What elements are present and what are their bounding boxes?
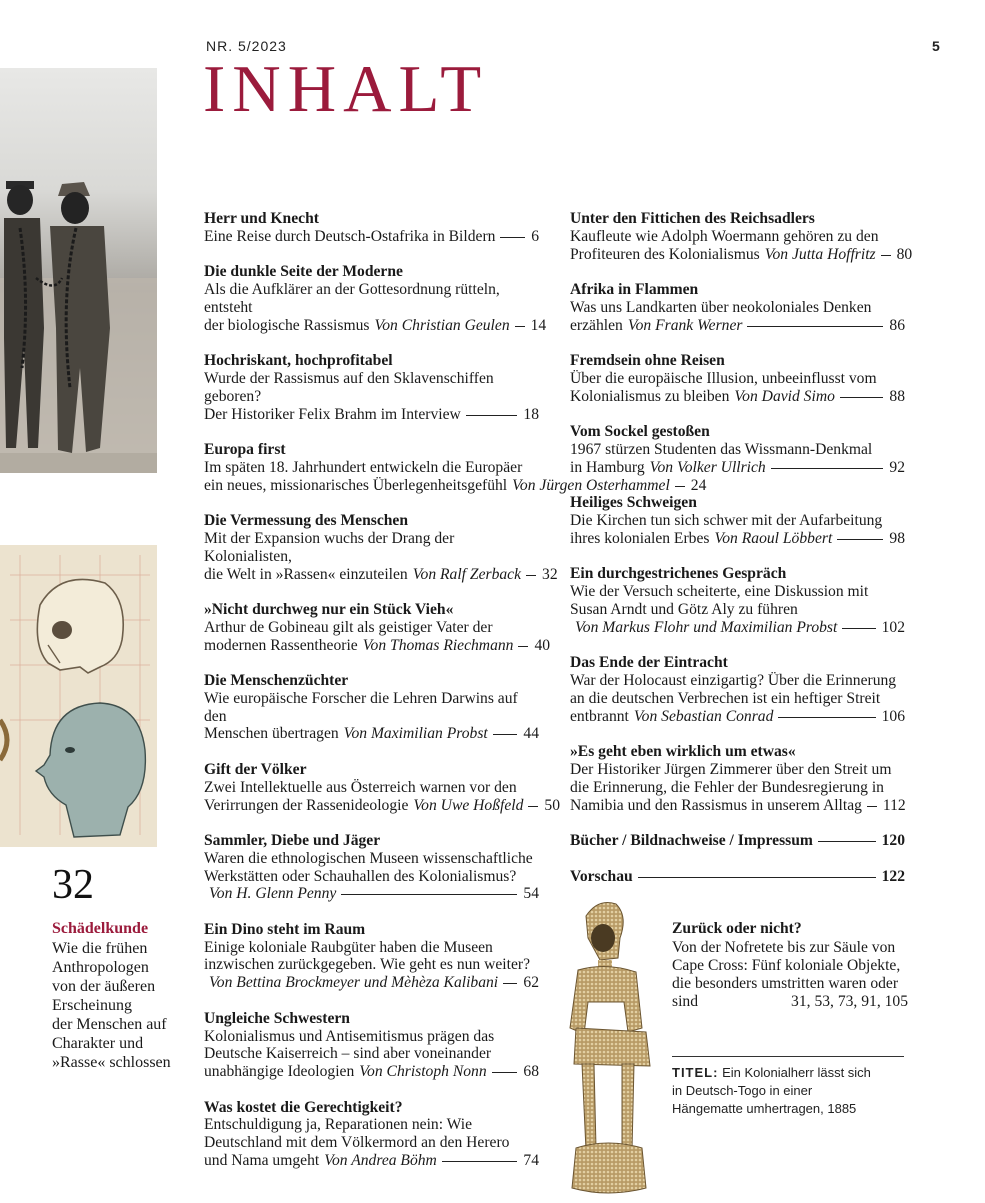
toc-entry-line: Arthur de Gobineau gilt als geistiger Vater der <box>204 618 493 636</box>
toc-entry-author: Von Ralf Zerback <box>412 565 522 583</box>
toc-entry-line: Der Historiker Jürgen Zimmerer über den Streit um <box>570 760 892 778</box>
toc-entry-text: erzählen <box>570 316 623 334</box>
toc-entry <box>204 1010 539 1081</box>
toc-entry <box>204 921 539 992</box>
toc-entry-line: Entschuldigung ja, Reparationen nein: Wie <box>204 1116 473 1134</box>
feature-description-line: Erscheinung <box>52 997 132 1014</box>
caption-rule <box>672 1056 904 1057</box>
leader-line <box>771 468 884 469</box>
toc-entry-text: in Hamburg <box>570 458 645 476</box>
feature-page-number: 32 <box>52 862 94 908</box>
toc-entry <box>204 210 539 246</box>
toc-entry-title: Die Vermessung des Menschen <box>204 512 409 530</box>
toc-entry-title: Was kostet die Gerechtigkeit? <box>204 1098 403 1116</box>
toc-entry-text: Profiteuren des Kolonialismus <box>570 245 760 263</box>
leader-line <box>837 539 883 540</box>
toc-entry-title: »Nicht durchweg nur ein Stück Vieh« <box>204 600 454 618</box>
toc-entry-title: Vorschau <box>570 867 633 885</box>
toc-entry-text: Namibia und den Rassismus in unserem Alltag <box>570 796 862 814</box>
leader-line <box>493 734 518 735</box>
feature-description-line: Charakter und <box>52 1035 144 1052</box>
toc-entry-line <box>204 565 558 584</box>
toc-entry-line <box>204 974 539 992</box>
toc-entry-author: Von Sebastian Conrad <box>633 707 774 725</box>
toc-entry-title: Herr und Knecht <box>204 210 319 227</box>
feature-description-line: von der äußeren <box>52 978 156 995</box>
toc-entry-title: Hochriskant, hochprofitabel <box>204 352 393 370</box>
page-number: 5 <box>932 38 940 54</box>
box-title: Zurück oder nicht? <box>672 920 802 937</box>
toc-entry-page: 92 <box>889 458 905 476</box>
toc-entry-author: Von Andrea Böhm <box>324 1152 437 1170</box>
statue-figure-image <box>558 898 658 1198</box>
leader-line <box>818 841 876 842</box>
leader-line <box>442 1161 518 1162</box>
toc-entry-page: 14 <box>530 316 547 334</box>
caption-text: Ein Kolonialherr lässt sich <box>722 1065 871 1080</box>
toc-entry-title: »Es geht eben wirklich um etwas« <box>570 743 796 761</box>
leader-line <box>515 326 525 327</box>
toc-entry-author: Von Uwe Hoßfeld <box>413 796 524 814</box>
caption-label: TITEL: <box>672 1065 719 1080</box>
toc-entry-text: und Nama umgeht <box>204 1152 320 1170</box>
toc-entry-line <box>204 725 539 743</box>
toc-entry-line <box>204 796 560 815</box>
toc-entry-page: 106 <box>881 707 905 725</box>
toc-entry-line: Mit der Expansion wuchs der Drang der Kolonialisten, <box>204 529 455 565</box>
toc-entry-page: 44 <box>523 725 539 743</box>
toc-entry-author: Von David Simo <box>734 387 835 405</box>
box-description-text: sind <box>672 993 698 1010</box>
caption-line: in Deutsch-Togo in einer <box>672 1083 813 1098</box>
leader-line <box>840 397 884 398</box>
toc-entry-text: Eine Reise durch Deutsch-Ostafrika in Bildern <box>204 227 496 245</box>
toc-entry-text: Verirrungen der Rassenideologie <box>204 796 409 814</box>
toc-entry <box>570 494 905 547</box>
toc-entry-text: entbrannt <box>570 707 629 725</box>
feature-description-line: Anthropologen <box>52 959 149 976</box>
toc-entry-line <box>570 459 905 477</box>
leader-line <box>492 1072 518 1073</box>
leader-line <box>466 415 518 416</box>
issue-number: NR. 5/2023 <box>206 38 287 54</box>
toc-entry-title: Die Menschenzüchter <box>204 672 349 690</box>
toc-entry-title: Ein Dino steht im Raum <box>204 920 366 938</box>
toc-entry-title: Die dunkle Seite der Moderne <box>204 263 403 281</box>
feature-description-line: Wie die frühen <box>52 940 148 957</box>
toc-entry-author: Von Maximilian Probst <box>343 725 488 743</box>
toc-entry-title: Bücher / Bildnachweise / Impressum <box>570 832 813 850</box>
leader-line <box>528 806 538 807</box>
page-title: INHALT <box>203 52 489 126</box>
leader-line <box>842 628 875 629</box>
toc-entry-line: Über die europäische Illusion, unbeeinflusst vom <box>570 369 877 387</box>
toc-entry-author: Von Volker Ullrich <box>649 458 766 476</box>
toc-entry-text: der biologische Rassismus <box>204 316 370 334</box>
toc-entry <box>204 600 551 654</box>
toc-entry-page: 18 <box>523 405 539 423</box>
toc-entry-line <box>204 316 547 335</box>
toc-entry-page: 62 <box>523 974 539 992</box>
skull-drawings-image <box>0 545 157 847</box>
box-description-line <box>672 993 908 1011</box>
toc-entry-line <box>204 228 539 246</box>
toc-entry-page: 98 <box>889 529 905 547</box>
toc-entry-line: Zwei Intellektuelle aus Österreich warnen vor den <box>204 778 517 796</box>
toc-entry-page: 102 <box>881 618 905 636</box>
toc-entry-page: 24 <box>690 476 707 494</box>
toc-entry-text: Kolonialismus zu bleiben <box>570 387 730 405</box>
toc-entry-line <box>204 636 551 655</box>
toc-entry-author: Von Markus Flohr und Maximilian Probst <box>575 618 838 636</box>
toc-entry-line <box>570 317 905 335</box>
feature-title: Schädelkunde <box>52 920 149 937</box>
toc-entry <box>570 423 905 476</box>
toc-entry-author: Von Christoph Nonn <box>359 1063 487 1081</box>
toc-entry-line: Wie europäische Forscher die Lehren Darwins auf den <box>204 689 518 725</box>
toc-entry-line <box>204 885 539 903</box>
feature-description <box>52 939 172 1072</box>
toc-entry-title: Afrika in Flammen <box>570 281 699 299</box>
leader-line <box>778 717 875 718</box>
toc-entry-line: Einige koloniale Raubgüter haben die Museen <box>204 938 493 956</box>
cover-caption <box>672 1064 912 1118</box>
toc-entry-line: Wie der Versuch scheiterte, eine Diskussion mit <box>570 583 869 601</box>
toc-entry-author: Von Thomas Riechmann <box>362 636 514 654</box>
toc-entry <box>204 352 539 423</box>
toc-entry-page: 40 <box>534 636 551 654</box>
toc-entry-author: Von Christian Geulen <box>374 316 510 334</box>
toc-entry-line <box>570 245 913 264</box>
toc-entry-line <box>570 388 905 406</box>
box-description <box>672 939 908 1011</box>
toc-entry-author: Von Jutta Hoffritz <box>764 245 876 263</box>
toc-entry-page: 80 <box>896 245 913 263</box>
toc-entry-title: Fremdsein ohne Reisen <box>570 352 725 370</box>
toc-entry-page: 112 <box>882 796 906 814</box>
toc-entry-line: Kaufleute wie Adolph Woermann gehören zu den <box>570 227 879 245</box>
toc-entry-line: Waren die ethnologischen Museen wissenschaftliche <box>204 849 533 867</box>
toc-entry <box>204 832 539 903</box>
toc-entry-line: Als die Aufklärer an der Gottesordnung rütteln, entsteht <box>204 281 500 316</box>
toc-entry-line: Kolonialismus und Antisemitismus prägen das <box>204 1027 495 1045</box>
toc-entry-title: Europa first <box>204 441 286 459</box>
toc-entry-line: 1967 stürzen Studenten das Wissmann-Denkmal <box>570 441 873 459</box>
toc-entry-text: modernen Rassentheorie <box>204 636 358 654</box>
chained-men-photo <box>0 68 157 473</box>
toc-entry-page: 88 <box>889 387 905 405</box>
toc-entry <box>204 1099 539 1170</box>
toc-entry-text: die Welt in »Rassen« einzuteilen <box>204 565 408 583</box>
toc-entry-title: Vom Sockel gestoßen <box>570 423 710 441</box>
toc-entry-line: inzwischen zurückgegeben. Wie geht es nun weiter? <box>204 956 530 974</box>
toc-entry-author: Von Raoul Löbbert <box>714 529 833 547</box>
toc-entry-line: Wurde der Rassismus auf den Sklavenschiffen geboren? <box>204 369 494 405</box>
box-pages: 31, 53, 73, 91, 105 <box>791 993 908 1010</box>
toc-entry-title: Ein durchgestrichenes Gespräch <box>570 565 787 583</box>
leader-line <box>867 806 877 807</box>
toc-entry-page: 6 <box>531 227 539 245</box>
toc-entry-text: Menschen übertragen <box>204 725 339 743</box>
toc-entry <box>570 565 905 636</box>
box-description-line: die besonders umstritten waren oder <box>672 975 899 992</box>
toc-entry-title: Das Ende der Eintracht <box>570 654 728 672</box>
toc-entry-title: Heiliges Schweigen <box>570 494 697 512</box>
toc-entry <box>204 263 547 334</box>
toc-entry-text: ein neues, missionarisches Überlegenheitsgefühl <box>204 476 508 494</box>
toc-entry-line <box>570 619 905 637</box>
toc-entry-text: ihres kolonialen Erbes <box>570 529 710 547</box>
toc-entry-line <box>570 708 905 726</box>
toc-entry-line: Was uns Landkarten über neokoloniales Denken <box>570 298 872 316</box>
toc-entry-text: Der Historiker Felix Brahm im Interview <box>204 405 461 423</box>
toc-entry <box>570 281 905 334</box>
toc-entry-line: Deutsche Kaiserreich – sind aber voneinander <box>204 1045 492 1063</box>
leader-line <box>341 894 517 895</box>
box-description-line: Von der Nofretete bis zur Säule von <box>672 939 896 956</box>
toc-entry-line <box>570 797 905 815</box>
toc-entry-author: Von Bettina Brockmeyer und Mèhèza Kalibani <box>209 974 499 992</box>
toc-entry <box>204 512 558 583</box>
toc-entry-page: 122 <box>881 867 905 885</box>
toc-entry-text: unabhängige Ideologien <box>204 1063 355 1081</box>
toc-entry <box>204 672 539 743</box>
toc-entry-page: 54 <box>523 885 539 903</box>
toc-entry-page: 50 <box>544 796 560 814</box>
toc-entry-line <box>570 530 905 548</box>
toc-entry <box>570 352 905 405</box>
toc-entry-title: Sammler, Diebe und Jäger <box>204 832 381 850</box>
feature-description-line: »Rasse« schlossen <box>52 1054 171 1071</box>
leader-line <box>881 255 891 256</box>
toc-entry <box>204 760 560 814</box>
toc-entry-title: Ungleiche Schwestern <box>204 1009 350 1027</box>
toc-entry-line: Susan Arndt und Götz Aly zu führen <box>570 600 798 618</box>
box-description-line: Cape Cross: Fünf koloniale Objekte, <box>672 957 901 974</box>
leader-line <box>500 237 525 238</box>
toc-entry-line: Die Kirchen tun sich schwer mit der Aufarbeitung <box>570 512 883 530</box>
toc-entry-line <box>204 1063 539 1081</box>
toc-entry-line <box>204 1152 539 1170</box>
toc-entry <box>570 210 913 263</box>
leader-line <box>503 983 517 984</box>
toc-entry <box>570 743 905 814</box>
toc-entry-page: 120 <box>881 832 905 850</box>
leader-line <box>638 877 876 878</box>
leader-line <box>526 575 536 576</box>
leader-line <box>518 646 528 647</box>
toc-entry-line <box>204 476 707 495</box>
leader-line <box>747 326 883 327</box>
toc-entry-line: an die deutschen Verbrechen ist ein heftiger Streit <box>570 689 881 707</box>
toc-entry <box>570 654 905 725</box>
toc-entry-line: Deutschland mit dem Völkermord an den Herero <box>204 1134 510 1152</box>
toc-entry-author: Von Jürgen Osterhammel <box>512 476 670 494</box>
toc-entry-page: 32 <box>542 565 558 583</box>
toc-entry-single <box>570 832 905 850</box>
toc-entry-page: 68 <box>523 1063 539 1081</box>
toc-right-column <box>570 210 913 903</box>
toc-entry-page: 86 <box>889 316 905 334</box>
toc-entry-title: Unter den Fittichen des Reichsadlers <box>570 210 815 227</box>
feature-description-line: der Menschen auf <box>52 1016 167 1033</box>
toc-entry-line: Im späten 18. Jahrhundert entwickeln die Europäer <box>204 458 523 476</box>
toc-entry-line: War der Holocaust einzigartig? Über die Erinnerung <box>570 672 897 690</box>
toc-entry-title: Gift der Völker <box>204 760 307 778</box>
toc-entry-single <box>570 868 905 886</box>
toc-entry-page: 74 <box>523 1152 539 1170</box>
toc-entry-author: Von Frank Werner <box>627 316 743 334</box>
toc-entry-author: Von H. Glenn Penny <box>209 885 337 903</box>
caption-line: Hängematte umhertragen, 1885 <box>672 1101 857 1116</box>
toc-entry-line: die Erinnerung, die Fehler der Bundesregierung in <box>570 778 884 796</box>
toc-entry-line <box>204 406 539 424</box>
toc-entry-line: Werkstätten oder Schauhallen des Kolonialismus? <box>204 867 517 885</box>
